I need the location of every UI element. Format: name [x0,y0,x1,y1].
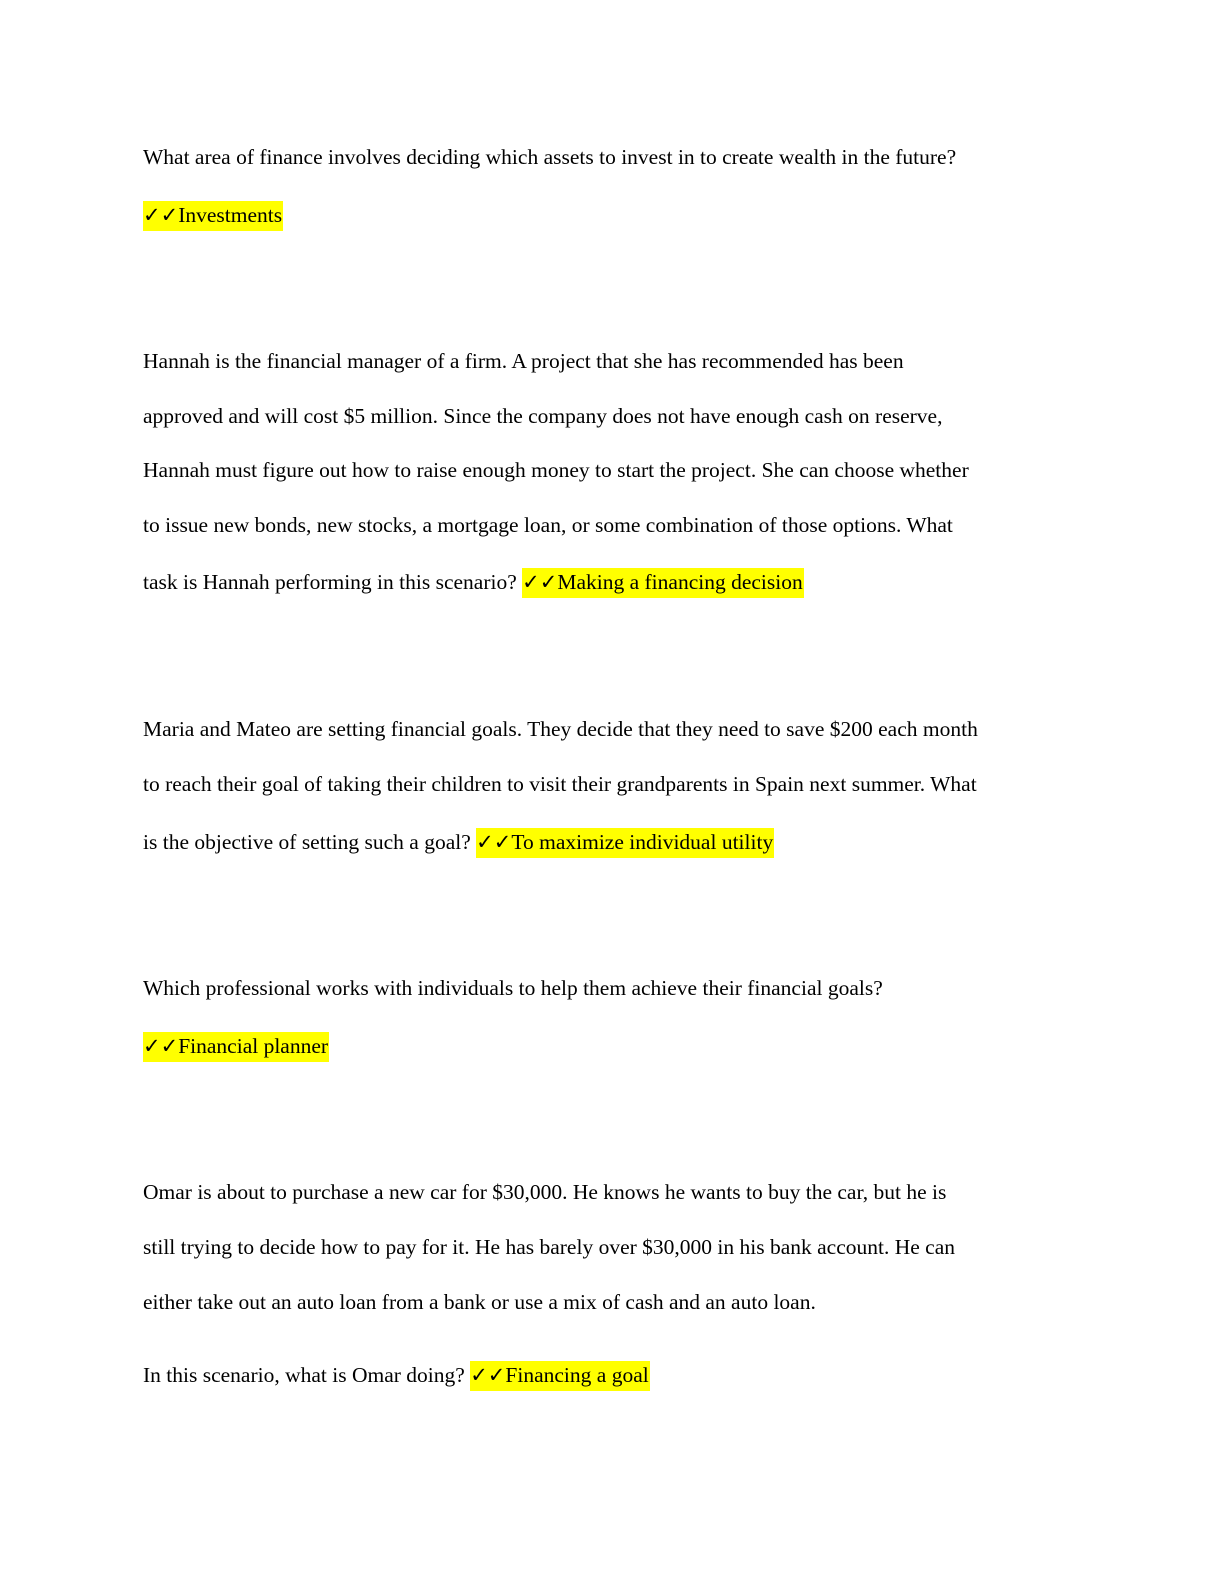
question-2-line-3: Hannah must figure out how to raise enough money to start the project. She can choose whether [143,458,969,482]
question-1-text: What area of finance involves deciding which assets to invest in to create wealth in the future? [143,145,957,169]
double-check-icon: ✓✓ [143,1034,179,1058]
answer-1-highlight [143,201,283,231]
question-3-line-2: to reach their goal of taking their children to visit their grandparents in Spain next summer. What [143,772,977,796]
answer-3-line [143,828,774,856]
question-4-text: Which professional works with individuals to help them achieve their financial goals? [143,976,883,1000]
answer-2-line [143,568,804,596]
answer-4-highlight [143,1032,329,1062]
question-3-line-3: is the objective of setting such a goal? [143,830,477,854]
answer-5-text: Financing a goal [505,1363,649,1387]
question-5-line-3: either take out an auto loan from a bank or use a mix of cash and an auto loan. [143,1290,816,1314]
double-check-icon: ✓✓ [143,203,179,227]
answer-5-highlight [470,1361,650,1391]
question-3-line-1: Maria and Mateo are setting financial goals. They decide that they need to save $200 each month [143,717,978,741]
answer-4-line [143,1032,329,1060]
answer-4-text: Financial planner [178,1034,329,1058]
question-2-line-5: task is Hannah performing in this scenario? [143,570,523,594]
answer-3-highlight [476,828,774,858]
question-2-line-2: approved and will cost $5 million. Since the company does not have enough cash on reserve, [143,404,943,428]
double-check-icon: ✓✓ [522,570,558,594]
answer-3-text: To maximize individual utility [511,830,774,854]
double-check-icon: ✓✓ [476,830,512,854]
answer-1-text: Investments [178,203,283,227]
question-5-line-1: Omar is about to purchase a new car for $30,000. He knows he wants to buy the car, but he is [143,1180,947,1204]
answer-2-text: Making a financing decision [557,570,803,594]
question-2-line-4: to issue new bonds, new stocks, a mortgage loan, or some combination of those options. What [143,513,953,537]
answer-5-line [143,1361,650,1389]
question-2-line-1: Hannah is the financial manager of a firm. A project that she has recommended has been [143,349,904,373]
double-check-icon: ✓✓ [470,1363,506,1387]
answer-2-highlight [522,568,804,598]
answer-1-line [143,201,283,229]
question-5-line-2: still trying to decide how to pay for it. He has barely over $30,000 in his bank account. He can [143,1235,956,1259]
question-5-prompt: In this scenario, what is Omar doing? [143,1363,471,1387]
